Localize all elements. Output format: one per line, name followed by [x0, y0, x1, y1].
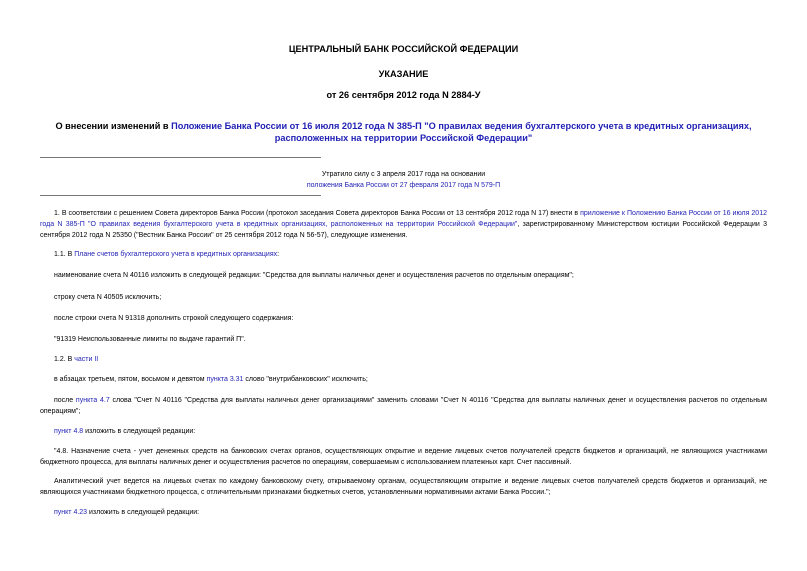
paragraph-4-23 — [40, 507, 767, 518]
paragraph-analytical-accounting: Аналитический учет ведется на лицевых счетах по каждому банковскому счету, открываемому органам, осуществляющим открытие и ведение лицевых счетов получателей средств бюджетов и организаций, не являющихся участниками бюджетного процесса, с отличительными признаками бюджетных счетов, установленными нормативными актами Банка России."; — [40, 478, 767, 496]
repeal-note — [40, 169, 767, 191]
chart-of-accounts-link[interactable]: Плане счетов бухгалтерского учета в кредитных организациях — [74, 251, 278, 258]
paragraph-1-2-text: 1.2. В — [54, 356, 75, 363]
paragraph-3-31-text-a: в абзацах третьем, пятом, восьмом и девятом — [54, 376, 207, 383]
paragraph-1-1-text-b: : — [277, 251, 280, 258]
clause-4-7-link[interactable]: пункта 4.7 — [75, 397, 110, 404]
paragraph-1-1-text-a: 1.1. В — [54, 251, 75, 258]
paragraph-1 — [40, 208, 767, 241]
paragraph-4-8-purpose: "4.8. Назначение счета - учет денежных средств на банковских счетах органов, осуществляющих открытие и ведение лицевых счетов получателей средств бюджетов и организаций, не являющихся участниками бюджетного процесса, для выплаты наличных денег и осуществления расчетов по операциям, совершаемым с использованием платежных карт. Счет пассивный. — [40, 448, 767, 466]
title-regulation-link[interactable]: Положение Банка России от 16 июля 2012 года N 385-П "О правилах ведения бухгалтерского учета в кредитных организациях, расположенных на территории Российской Федерации" — [171, 121, 752, 143]
paragraph-3-31-text-b: слово "внутрибанковских" исключить; — [243, 376, 368, 383]
paragraph-4-23-text: изложить в следующей редакции: — [87, 509, 200, 516]
paragraph-4-7 — [40, 395, 767, 417]
paragraph-1-2 — [40, 354, 767, 365]
title-prefix: О внесении изменений в — [55, 121, 172, 131]
repeal-note-link[interactable]: положения Банка России от 27 февраля 2017 года N 579-П — [306, 182, 501, 189]
paragraph-1-1 — [40, 249, 767, 260]
bank-name-heading: ЦЕНТРАЛЬНЫЙ БАНК РОССИЙСКОЙ ФЕДЕРАЦИИ — [288, 44, 519, 54]
paragraph-account-40116: наименование счета N 40116 изложить в следующей редакции: "Средства для выплаты наличных денег и осуществления расчетов по отдельным операциям"; — [54, 272, 574, 279]
document-title — [40, 120, 767, 144]
clause-4-23-link[interactable]: пункт 4.23 — [54, 509, 88, 516]
repeal-note-text: Утратило силу с 3 апреля 2017 года на основании — [321, 171, 486, 178]
divider-bottom — [40, 195, 321, 196]
appendix-link[interactable]: приложение к Положению Банка России от 16 июля 2012 года N 385-П "О правилах ведения бухгалтерского учета в кредитных организациях, расположенных на территории Российской Федерации" — [40, 210, 767, 228]
divider-top — [40, 157, 321, 158]
document-date-heading: от 26 сентября 2012 года N 2884-У — [326, 90, 481, 100]
part-ii-link[interactable]: части II — [74, 356, 99, 363]
paragraph-1-text-a: 1. В соответствии с решением Совета директоров Банка России (протокол заседания Совета директоров Банка России от 13 сентября 2012 года N 17) внести в — [54, 210, 581, 217]
paragraph-account-40505: строку счета N 40505 исключить; — [54, 294, 162, 301]
document-type-heading: УКАЗАНИЕ — [378, 69, 429, 79]
paragraph-4-8-text: изложить в следующей редакции: — [83, 428, 196, 435]
paragraph-4-7-text-b: слова "Счет N 40116 "Средства для выплаты наличных денег организациями" заменить словами "Счет N 40116 "Средства для выплаты наличных денег и осуществления расчетов по отдельным операциям"; — [40, 397, 767, 415]
clause-3-31-link[interactable]: пункта 3.31 — [206, 376, 244, 383]
paragraph-account-91319: "91319 Неиспользованные лимиты по выдаче гарантий П". — [54, 336, 246, 343]
paragraph-4-8 — [40, 426, 767, 437]
paragraph-3-31 — [40, 374, 767, 385]
clause-4-8-link[interactable]: пункт 4.8 — [54, 428, 84, 435]
paragraph-1-text-b: , зарегистрированному Министерством юстиции Российской Федерации 3 сентября 2012 года N 25350 ("Вестник Банка России" от 25 сентября 2012 года N 56-57), следующие изменения. — [40, 221, 767, 239]
paragraph-account-91318: после строки счета N 91318 дополнить строкой следующего содержания: — [54, 315, 294, 322]
paragraph-4-7-text-a: после — [54, 397, 76, 404]
